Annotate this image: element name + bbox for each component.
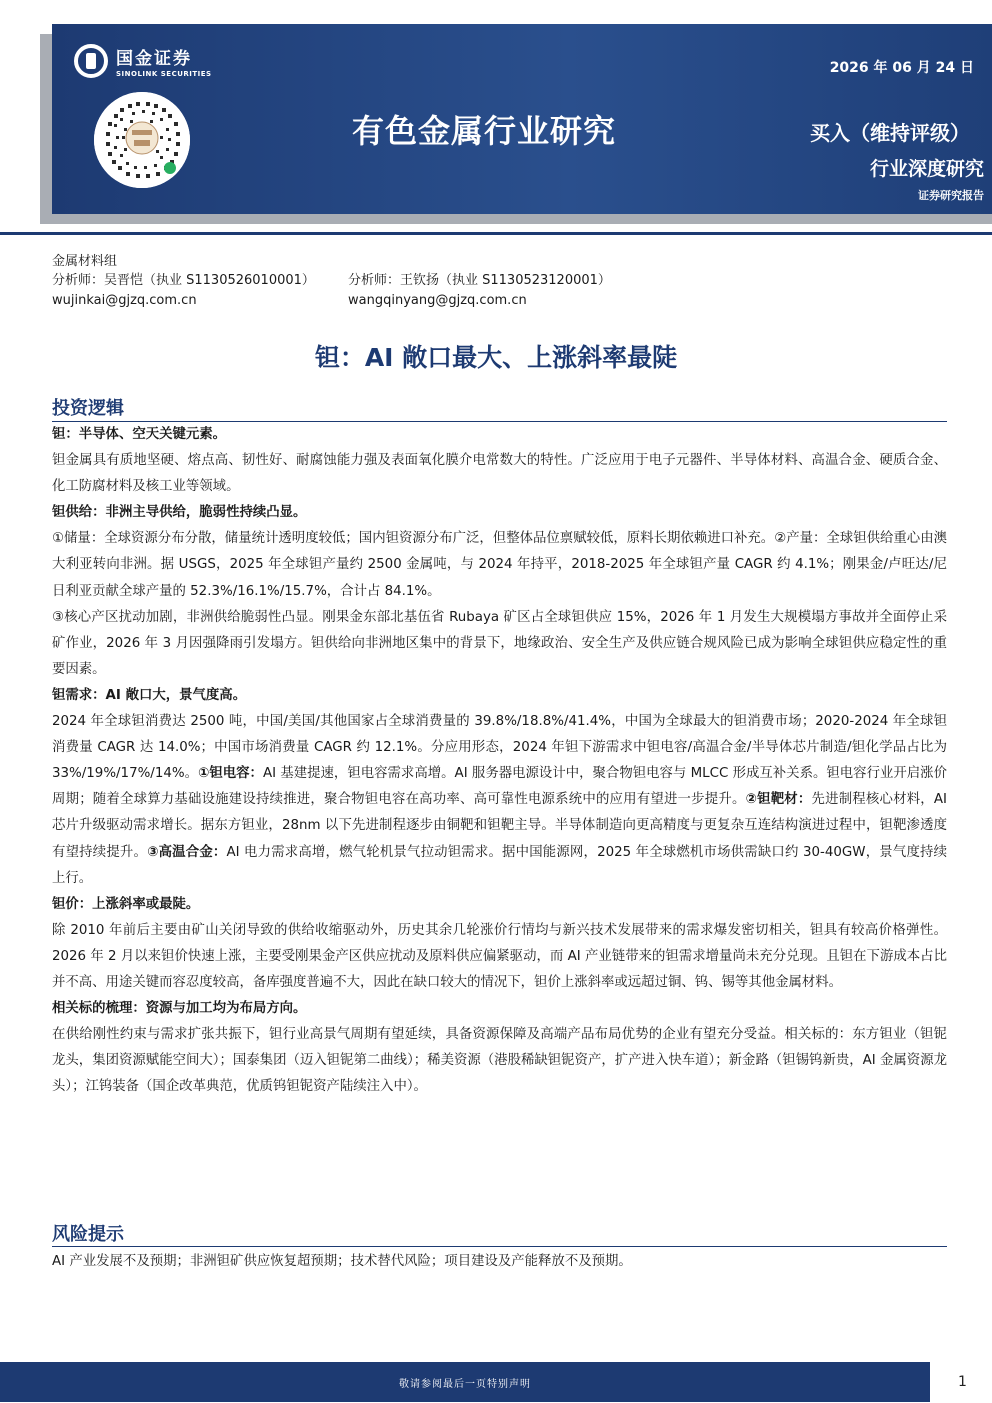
section-divider [52,1246,947,1247]
report-header [52,24,992,214]
header-divider [0,232,992,235]
company-logo [74,44,212,78]
report-main-title: 钽：AI 敞口最大、上涨斜率最陡 [314,343,678,372]
demand-text-a: 2024 年全球钽消费达 2500 吨，中国/美国/其他国家占全球消费量的 39.8%/18.8%/41.4%，中国为全球最大的钽消费市场；2020-2024 年全球钽消费量 CAGR 达 14.0%；中国市场消费量 CAGR 约 12.1%。分应用形态，2024 年钽下游需求中钽电容/高温合金/半导体芯片制造/钽化学品占比为 33%/19%/17%/14%。 [52,714,947,782]
subheading-price: 钽价：上涨斜率或最陡。 [52,896,200,912]
report-category: 证券研究报告 [918,189,984,202]
paragraph-targets: 在供给刚性约束与需求扩张共振下，钽行业高景气周期有望延续，具备资源保障及高端产品布局优势的企业有望充分受益。相关标的：东方钽业（钽铌龙头，集团资源赋能空间大）；国泰集团（迈入钽铌第二曲线）；稀美资源（港股稀缺钽铌资产，扩产进入快车道）；新金路（钽锡钨新贵，AI 金属资源龙头）；江钨装备（国企改革典范，优质钨钽铌资产陆续注入中）。 [52,1027,947,1095]
analyst-2-line: 分析师：王钦扬（执业 S1130523120001） [348,273,611,288]
demand-bold-target: ②钽靶材： [745,792,812,808]
paragraph-supply-2: ③核心产区扰动加剧，非洲供给脆弱性凸显。刚果金东部北基伍省 Rubaya 矿区占全球钽供应 15%，2026 年 1 月发生大规模塌方事故并全面停止采矿作业，2026 年 3 月因强降雨引发塌方。钽供给向非洲地区集中的背景下，地缘政治、安全生产及供应链合规风险已成为影响全球钽供应稳定性的重要因素。 [52,609,947,677]
logo-chinese-name: 国金证券 [116,49,192,69]
paragraph-price: 除 2010 年前后主要由矿山关闭导致的供给收缩驱动外，历史其余几轮涨价行情均与新兴技术发展带来的需求爆发密切相关，钽具有较高价格弹性。2026 年 2 月以来钽价快速上涨，主要受刚果金产区供应扰动及原料供应偏紧驱动，而 AI 产业链带来的钽需求增量尚未充分兑现。且钽在下游成本占比并不高、用途关键而容忍度较高，备库强度普遍不大，因此在缺口较大的情况下，钽价上涨斜率或远超过铜、钨、锡等其他金属材料。 [52,922,947,990]
risk-text: AI 产业发展不及预期；非洲钽矿供应恢复超预期；技术替代风险；项目建设及产能释放不及预期。 [52,1254,632,1269]
demand-bold-capacitor: ①钽电容： [198,766,263,782]
logo-mark-icon [74,44,108,78]
industry-title: 有色金属行业研究 [352,112,617,150]
analyst-1 [52,271,315,311]
logo-english-name: SINOLINK SECURITIES [116,70,212,78]
rating: 买入（维持评级） [810,121,970,145]
subheading-demand: 钽需求：AI 敞口大，景气度高。 [52,687,247,703]
demand-bold-superalloy: ③高温合金： [147,844,227,860]
demand-text-b: AI 基建提速，钽电容需求高增。AI 服务器电源设计中，聚合物钽电容与 MLCC 形成互补关系。钽电容行业开启涨价周期；随着全球算力基础设施建设持续推进，聚合物钽电容在高功率、高可靠性电源系统中的应用有望进一步提升。 [52,766,947,808]
report-date: 2026 年 06 月 24 日 [829,60,974,76]
paragraph-tantalum: 钽金属具有质地坚硬、熔点高、韧性好、耐腐蚀能力强及表面氧化膜介电常数大的特性。广泛应用于电子元器件、半导体材料、高温合金、硬质合金、化工防腐材料及核工业等领域。 [52,453,947,495]
paragraph-demand [52,709,947,892]
footer-notice: 敬请参阅最后一页特别声明 [399,1379,531,1390]
subheading-supply: 钽供给：非洲主导供给，脆弱性持续凸显。 [52,505,307,521]
paragraph-supply-1: ①储量：全球资源分布分散，储量统计透明度较低；国内钽资源分布广泛，但整体品位禀赋较低，原料长期依赖进口补充。②产量：全球钽供给重心由澳大利亚转向非洲。据 USGS，2025 年全球钽产量约 2500 金属吨，与 2024 年持平，2018-2025 年全球钽产量 CAGR 约 4.1%；刚果金/卢旺达/尼日利亚贡献全球产量的 52.3%/16.1%/15.7%，合计占 84.1%。 [52,531,947,599]
subheading-targets: 相关标的梳理：资源与加工均为布局方向。 [52,1001,307,1017]
qr-code-icon [94,92,190,188]
section-title-investment-logic: 投资逻辑 [52,398,124,419]
analyst-2 [348,271,611,311]
analyst-2-email[interactable]: wangqinyang@gjzq.com.cn [348,293,527,308]
subheading-tantalum: 钽：半导体、空天关键元素。 [52,427,227,442]
analyst-1-email[interactable]: wujinkai@gjzq.com.cn [52,293,197,308]
investment-logic-body [52,422,947,1100]
page-number: 1 [958,1374,967,1390]
analyst-1-line: 分析师：吴晋恺（执业 S1130526010001） [52,273,315,288]
demand-text-c: 先进制程核心材料，AI 芯片升级驱动需求增长。据东方钽业，28nm 以下先进制程逐步由铜靶和钽靶主导。半导体制造向更高精度与更复杂互连结构演进过程中，钽靶渗透度有望持续提升。 [52,792,948,860]
demand-text-d: AI 电力需求高增，燃气轮机景气拉动钽需求。据中国能源网，2025 年全球燃机市场供需缺口约 30-40GW，景气度持续上行。 [52,844,948,886]
report-type: 行业深度研究 [869,158,984,180]
section-title-risk: 风险提示 [52,1224,124,1245]
team-name: 金属材料组 [52,254,118,269]
